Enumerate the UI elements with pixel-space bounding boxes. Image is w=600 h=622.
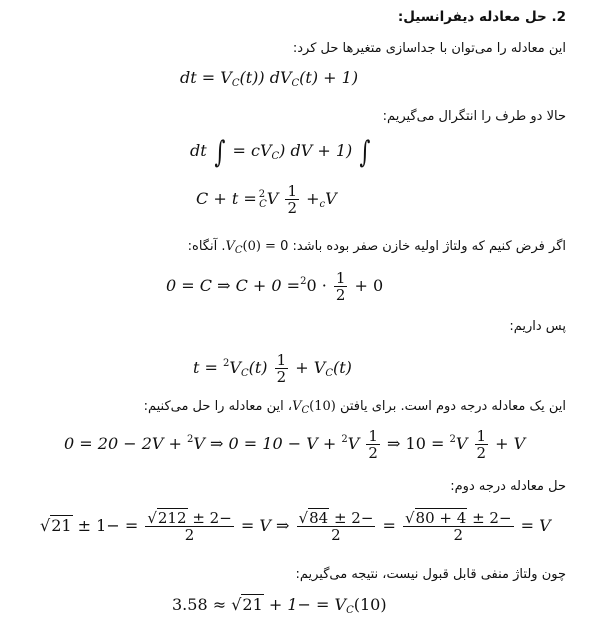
section-title: حل معادله دیفرانسیل: [397,9,547,25]
fraction-sqrt-84: $\frac{√84 \pm 2-}{2}$ [298,509,374,544]
section-number: 2. [551,9,566,25]
equation-3: C + t = $^2_C$V $\frac{1}{2}$ $+_cV$ [196,182,337,217]
paragraph-initial-condition: اگر فرض کنیم که ولتاژ اولیه خازن صفر بوده باشد: $V_C(0) = 0$. آنگاه: [187,239,566,256]
equation-1: dt = $V_C(t)$) $dV_C(t) + 1$) [180,68,359,89]
section-heading [398,8,566,26]
fraction-one-half: $\frac{1}{2}$ [476,427,487,462]
paragraph-integrate: حالا دو طرف را انتگرال می‌گیریم: [382,109,566,124]
fraction-one-half: $\frac{1}{2}$ [276,351,287,386]
equation-4: 0 = C ⇒ C + 0 =$^2$0 · $\frac{1}{2}$ + 0 [166,269,384,304]
sqrt-21: √21 [40,516,72,535]
equation-7: √21 ± 1− = $\frac{√212 \pm 2-}{2}$ = V ⇒ $\frac{√84 \pm 2-}{2}$ = $\frac{√80 + 4 \pm 2-}{2}$ = V [40,509,551,544]
sqrt-21: √21 [231,595,263,614]
paragraph-quadratic: این یک معادله درجه دوم است. برای یافتن $V_C(10)،$ این معادله را حل می‌کنیم: [143,399,566,416]
paragraph-separation: این معادله را می‌توان با جداسازی متغیرها حل کرد: [292,41,566,56]
fraction-sqrt-80-plus-4: $\frac{√80 + 4 \pm 2-}{2}$ [404,509,512,544]
equation-5: $t = ^2V_C(t)$ $\frac{1}{2}$ + $V_C(t)$ [193,351,352,386]
integral-sign-left: ∫ [214,135,226,170]
equation-8: $3.58 \approx √21 + 1- = V_C(10)$ [172,595,387,616]
fraction-one-half: $\frac{1}{2}$ [368,427,378,462]
paragraph-conclusion: چون ولتاژ منفی قابل قبول نیست، نتیجه می‌گیریم: [295,567,566,582]
fraction-sqrt-212: $\frac{√212 \pm 2-}{2}$ [147,509,232,544]
fraction-one-half: $\frac{1}{2}$ [335,269,346,304]
fraction-one-half: $\frac{1}{2}$ [287,182,297,217]
paragraph-solve-quadratic: حل معادله درجه دوم: [450,479,566,494]
integral-sign-right: ∫ [359,135,371,170]
paragraph-so: پس داریم: [509,319,566,334]
equation-2: dt ∫ = $cV_C$) dV + 1) ∫ [190,135,371,170]
equation-6: 0 = 20 − 2V + $^2$V ⇒ 0 = 10 − V + $^2$V $\frac{1}{2}$ ⇒ 10 = $^2$V $\frac{1}{2}$ + V [64,427,526,462]
